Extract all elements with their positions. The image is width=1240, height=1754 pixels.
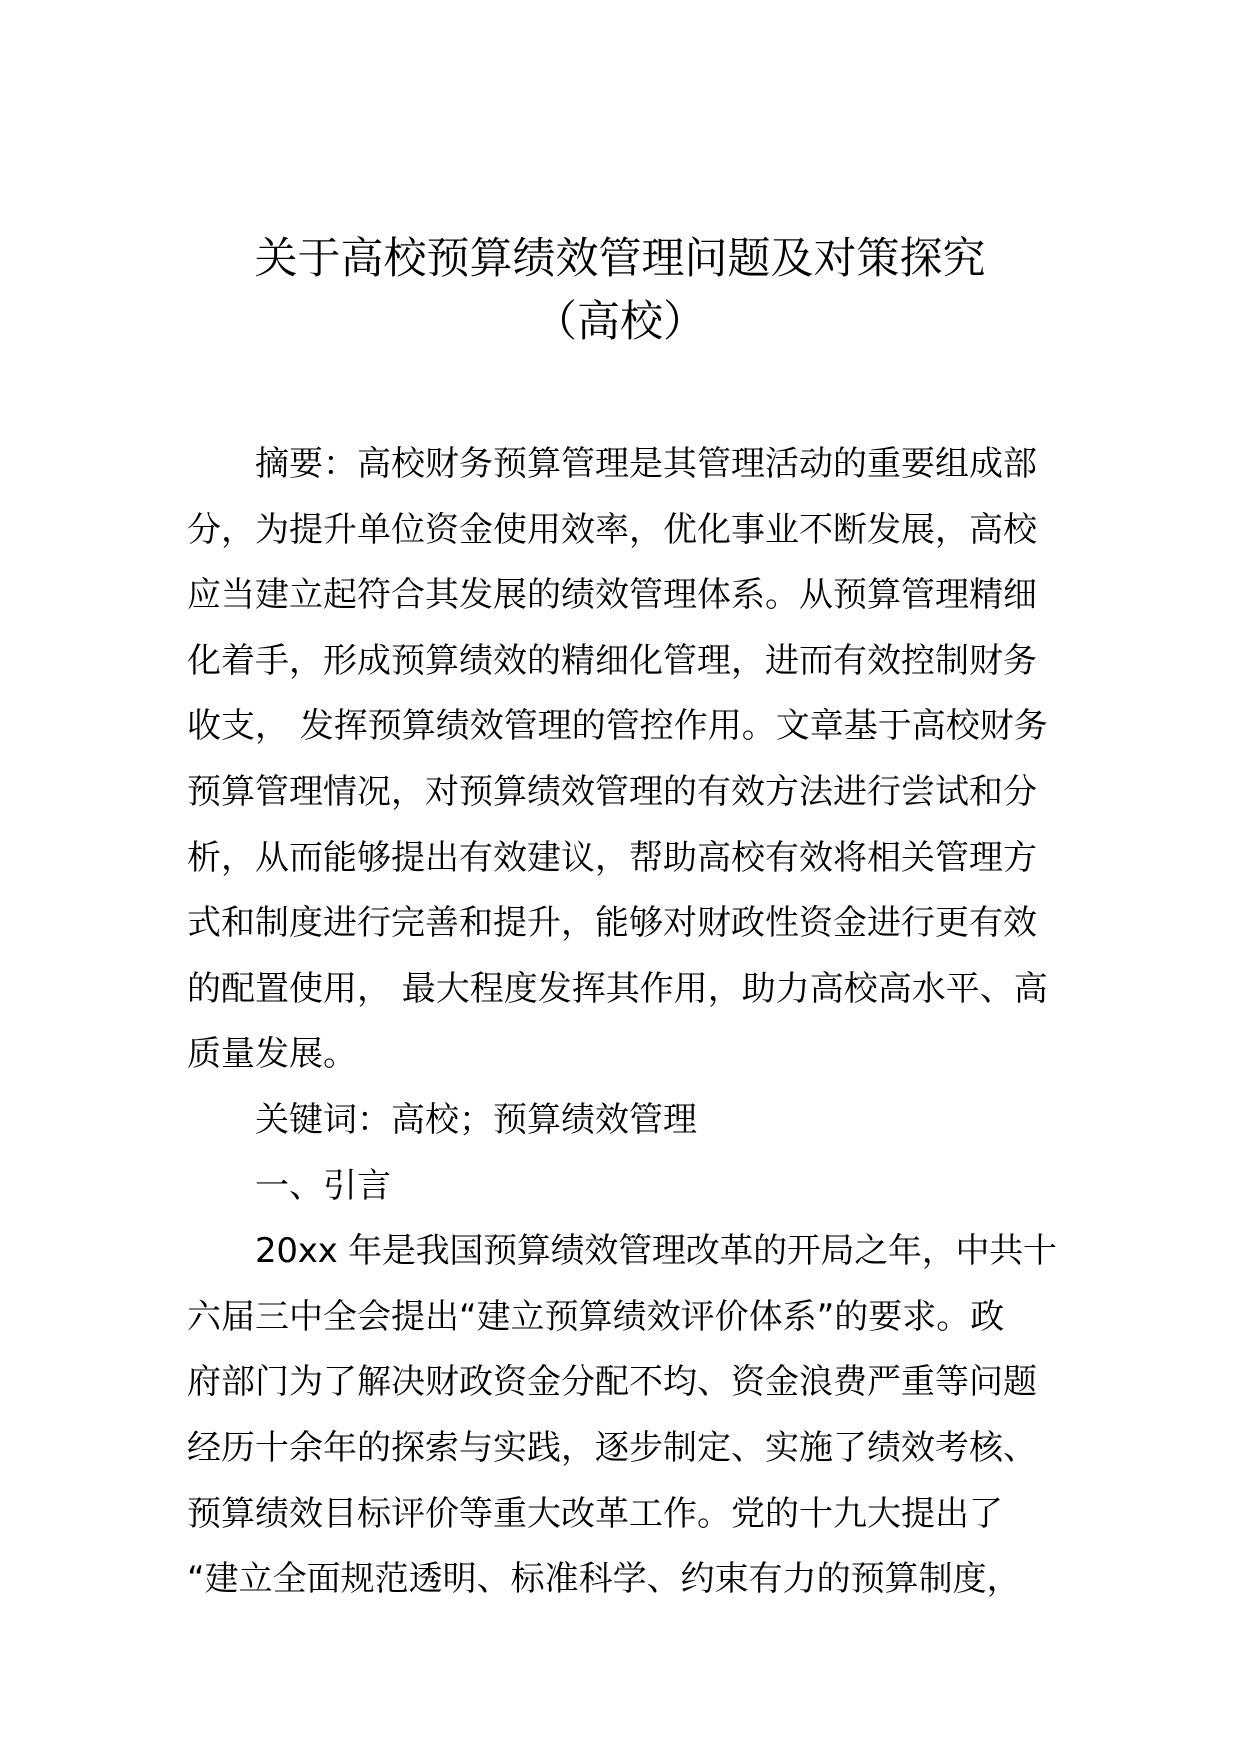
body-line: 收支， 发挥预算绩效管理的管控作用。文章基于高校财务: [187, 706, 1048, 747]
body-line: 分，为提升单位资金使用效率，优化事业不断发展，高校: [187, 509, 1037, 550]
body-line: 的配置使用， 最大程度发挥其作用，助力高校高水平、高: [187, 968, 1048, 1009]
body-line: 析，从而能够提出有效建议，帮助高校有效将相关管理方: [187, 837, 1037, 878]
body-line: 经历十余年的探索与实践，逐步制定、实施了绩效考核、: [187, 1427, 1037, 1468]
title-line-2: （高校）: [534, 297, 706, 347]
title-line-1: 关于高校预算绩效管理问题及对策探究: [254, 234, 986, 284]
document-title: [160, 228, 1080, 354]
body-line: 预算管理情况，对预算绩效管理的有效方法进行尝试和分: [187, 771, 1037, 812]
body-line: 20xx 年是我国预算绩效管理改革的开局之年，中共十: [255, 1231, 1057, 1272]
body-line: 质量发展。: [187, 1034, 357, 1075]
keywords-line: 关键词：高校；预算绩效管理: [255, 1099, 697, 1140]
body-line: 化着手，形成预算绩效的精细化管理，进而有效控制财务: [187, 640, 1037, 681]
body-line: 应当建立起符合其发展的绩效管理体系。从预算管理精细: [187, 575, 1037, 616]
section-heading: 一、引言: [255, 1165, 391, 1206]
document-body: [187, 432, 1057, 1613]
body-line: 摘要：高校财务预算管理是其管理活动的重要组成部: [255, 444, 1037, 484]
body-line: 府部门为了解决财政资金分配不均、资金浪费严重等问题: [187, 1362, 1037, 1403]
body-line: 六届三中全会提出“建立预算绩效评价体系”的要求。政: [187, 1296, 1005, 1337]
body-line: “建立全面规范透明、标准科学、约束有力的预算制度，: [187, 1559, 1021, 1600]
body-line: 预算绩效目标评价等重大改革工作。党的十九大提出了: [187, 1493, 1003, 1534]
body-line: 式和制度进行完善和提升，能够对财政性资金进行更有效: [187, 903, 1037, 944]
